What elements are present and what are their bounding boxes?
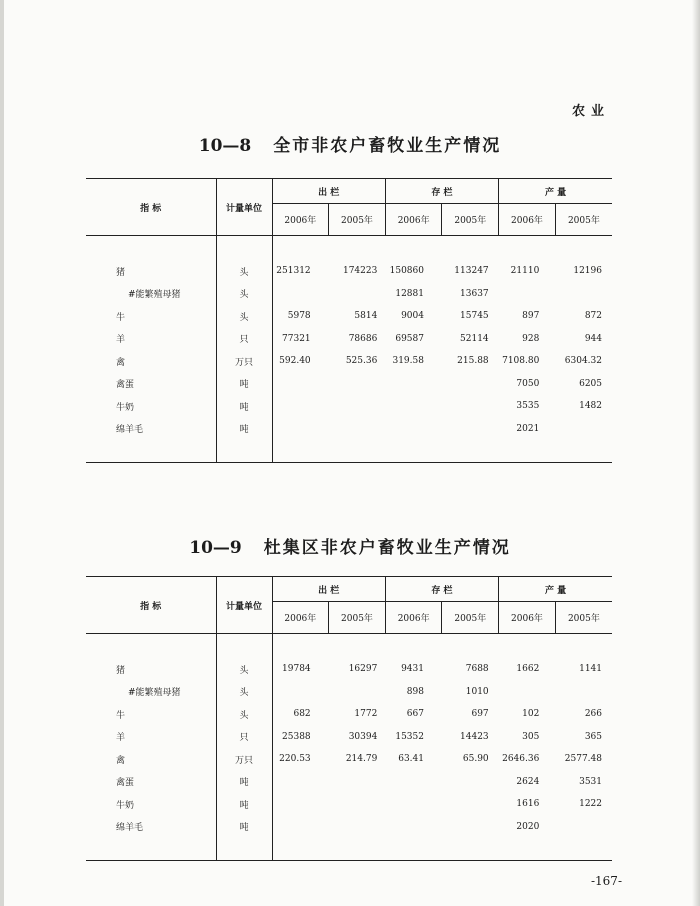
row-value: 898	[406, 686, 424, 697]
table-row	[86, 793, 612, 816]
year-header: 2005年	[329, 204, 386, 236]
row-value: 150860	[389, 266, 424, 277]
group-header: 产 量	[499, 179, 612, 204]
row-value	[329, 373, 386, 396]
row-value	[442, 373, 499, 396]
row-indicator: #能繁殖母猪	[86, 283, 216, 306]
year-header: 2006年	[499, 204, 556, 236]
row-indicator: 禽	[86, 748, 216, 771]
row-value	[385, 418, 442, 441]
table-row	[86, 260, 612, 283]
row-value: 1010	[465, 686, 489, 697]
row-indicator: 羊	[86, 328, 216, 351]
table-row	[86, 350, 612, 373]
group-header: 产 量	[499, 577, 612, 602]
row-value: 63.41	[398, 754, 424, 765]
row-value: 15745	[460, 311, 489, 322]
row-value: 928	[522, 333, 540, 344]
row-value	[272, 771, 329, 794]
row-value: 25388	[282, 731, 311, 742]
table-10-9	[86, 576, 612, 861]
row-value	[272, 395, 329, 418]
row-indicator: 绵羊毛	[86, 816, 216, 839]
row-unit: 头	[216, 703, 272, 726]
row-value	[555, 418, 612, 441]
row-value: 1222	[579, 799, 602, 810]
row-value	[329, 283, 386, 306]
year-header: 2005年	[442, 204, 499, 236]
row-unit: 万只	[216, 350, 272, 373]
group-header: 存 栏	[385, 179, 498, 204]
row-indicator: 禽蛋	[86, 771, 216, 794]
table-row	[86, 418, 612, 441]
row-value: 30394	[348, 731, 378, 742]
row-unit: 头	[216, 283, 272, 306]
row-value: 113247	[454, 266, 489, 277]
row-value: 174223	[342, 266, 378, 277]
row-unit: 头	[216, 305, 272, 328]
table-10-8	[86, 178, 612, 463]
table-row	[86, 703, 612, 726]
indicator-header: 指 标	[86, 577, 216, 634]
row-value: 7108.80	[502, 356, 540, 367]
row-indicator: 牛奶	[86, 793, 216, 816]
row-indicator: 牛奶	[86, 395, 216, 418]
group-header: 出 栏	[272, 179, 385, 204]
row-value	[385, 395, 442, 418]
row-value: 215.88	[457, 356, 489, 367]
row-value: 697	[471, 709, 489, 720]
row-unit: 头	[216, 658, 272, 681]
row-value	[329, 418, 386, 441]
row-value	[385, 816, 442, 839]
row-unit: 头	[216, 260, 272, 283]
row-indicator: 猪	[86, 658, 216, 681]
row-value: 15352	[395, 731, 424, 742]
table-title-10-9	[0, 533, 700, 558]
group-header: 存 栏	[385, 577, 498, 602]
row-value	[442, 395, 499, 418]
row-value: 9431	[401, 664, 424, 675]
table-row	[86, 816, 612, 839]
row-unit: 头	[216, 681, 272, 704]
row-unit: 吨	[216, 793, 272, 816]
row-value: 16297	[348, 664, 378, 675]
row-unit: 吨	[216, 816, 272, 839]
year-header: 2006年	[385, 204, 442, 236]
row-value: 102	[522, 709, 540, 720]
row-indicator: 猪	[86, 260, 216, 283]
row-value: 1141	[579, 664, 602, 675]
row-value: 305	[522, 731, 540, 742]
year-header: 2006年	[272, 602, 329, 634]
table-title-text: 杜集区非农户畜牧业生产情况	[263, 538, 511, 558]
row-value: 592.40	[279, 356, 311, 367]
table-row	[86, 395, 612, 418]
row-value: 7688	[465, 664, 489, 675]
row-value	[272, 793, 329, 816]
row-value: 52114	[460, 333, 489, 344]
row-indicator: 牛	[86, 305, 216, 328]
row-value: 251312	[276, 266, 311, 277]
row-value: 682	[293, 709, 311, 720]
row-value	[499, 283, 556, 306]
year-header: 2005年	[329, 602, 386, 634]
row-value: 2577.48	[564, 754, 602, 765]
table-row	[86, 373, 612, 396]
row-value: 12196	[573, 266, 602, 277]
table-number: 10—9	[189, 538, 242, 558]
row-value: 897	[522, 311, 540, 322]
row-value: 65.90	[462, 754, 489, 765]
row-value: 5978	[287, 311, 311, 322]
row-value: 319.58	[392, 356, 424, 367]
row-value	[272, 816, 329, 839]
row-unit: 万只	[216, 748, 272, 771]
row-unit: 吨	[216, 373, 272, 396]
row-value	[272, 418, 329, 441]
row-value: 2624	[516, 776, 540, 787]
year-header: 2006年	[385, 602, 442, 634]
unit-header: 计量单位	[216, 179, 272, 236]
row-value	[442, 816, 499, 839]
row-value	[555, 283, 612, 306]
row-value: 266	[584, 709, 602, 720]
row-value: 2646.36	[502, 754, 540, 765]
row-unit: 吨	[216, 418, 272, 441]
row-value: 944	[584, 333, 602, 344]
table-row	[86, 328, 612, 351]
year-header: 2006年	[499, 602, 556, 634]
table-row	[86, 305, 612, 328]
row-value: 12881	[395, 288, 424, 299]
year-header: 2006年	[272, 204, 329, 236]
row-unit: 只	[216, 328, 272, 351]
page-number: -167-	[590, 874, 622, 888]
group-header: 出 栏	[272, 577, 385, 602]
table-row	[86, 283, 612, 306]
row-value	[555, 681, 612, 704]
row-indicator: 牛	[86, 703, 216, 726]
row-value: 9004	[401, 311, 424, 322]
year-header: 2005年	[555, 204, 612, 236]
table-row	[86, 748, 612, 771]
year-header: 2005年	[442, 602, 499, 634]
row-value	[329, 771, 386, 794]
row-value	[385, 373, 442, 396]
row-value	[385, 793, 442, 816]
row-value: 13637	[460, 288, 489, 299]
row-value: 525.36	[345, 356, 378, 367]
row-value	[385, 771, 442, 794]
row-value	[329, 681, 386, 704]
row-value	[329, 793, 386, 816]
row-value	[272, 283, 329, 306]
row-value: 78686	[348, 333, 378, 344]
row-value: 6205	[579, 378, 602, 389]
row-value: 214.79	[345, 754, 378, 765]
row-value: 3531	[579, 776, 602, 787]
row-value: 1662	[516, 664, 540, 675]
row-value: 2021	[516, 423, 540, 434]
row-value: 3535	[516, 401, 540, 412]
table-title-10-8	[0, 131, 700, 156]
row-indicator: #能繁殖母猪	[86, 681, 216, 704]
table-number: 10—8	[198, 136, 252, 156]
table-title-text: 全市非农户畜牧业生产情况	[273, 136, 502, 156]
row-value: 872	[584, 311, 602, 322]
row-value: 7050	[516, 378, 540, 389]
row-value	[442, 793, 499, 816]
row-value: 5814	[354, 311, 378, 322]
row-indicator: 羊	[86, 726, 216, 749]
indicator-header: 指 标	[86, 179, 216, 236]
row-value	[329, 395, 386, 418]
row-unit: 吨	[216, 771, 272, 794]
section-header: 农业	[571, 104, 610, 119]
row-value: 1616	[516, 799, 540, 810]
row-value: 77321	[282, 333, 311, 344]
table-row	[86, 726, 612, 749]
row-value: 220.53	[279, 754, 311, 765]
row-value	[499, 681, 556, 704]
table-row	[86, 658, 612, 681]
row-value: 2020	[516, 821, 540, 832]
row-value: 6304.32	[564, 356, 602, 367]
row-unit: 吨	[216, 395, 272, 418]
row-value: 14423	[460, 731, 489, 742]
year-header: 2005年	[555, 602, 612, 634]
row-value: 365	[584, 731, 602, 742]
row-indicator: 禽	[86, 350, 216, 373]
row-value	[555, 816, 612, 839]
unit-header: 计量单位	[216, 577, 272, 634]
row-indicator: 绵羊毛	[86, 418, 216, 441]
row-unit: 只	[216, 726, 272, 749]
row-value: 1772	[354, 709, 378, 720]
row-value	[272, 373, 329, 396]
row-indicator: 禽蛋	[86, 373, 216, 396]
row-value: 1482	[579, 401, 602, 412]
row-value	[329, 816, 386, 839]
row-value: 19784	[282, 664, 311, 675]
row-value	[442, 418, 499, 441]
row-value	[442, 771, 499, 794]
row-value: 69587	[395, 333, 424, 344]
row-value	[272, 681, 329, 704]
table-row	[86, 681, 612, 704]
row-value: 21110	[510, 266, 540, 277]
table-row	[86, 771, 612, 794]
row-value: 667	[406, 709, 424, 720]
